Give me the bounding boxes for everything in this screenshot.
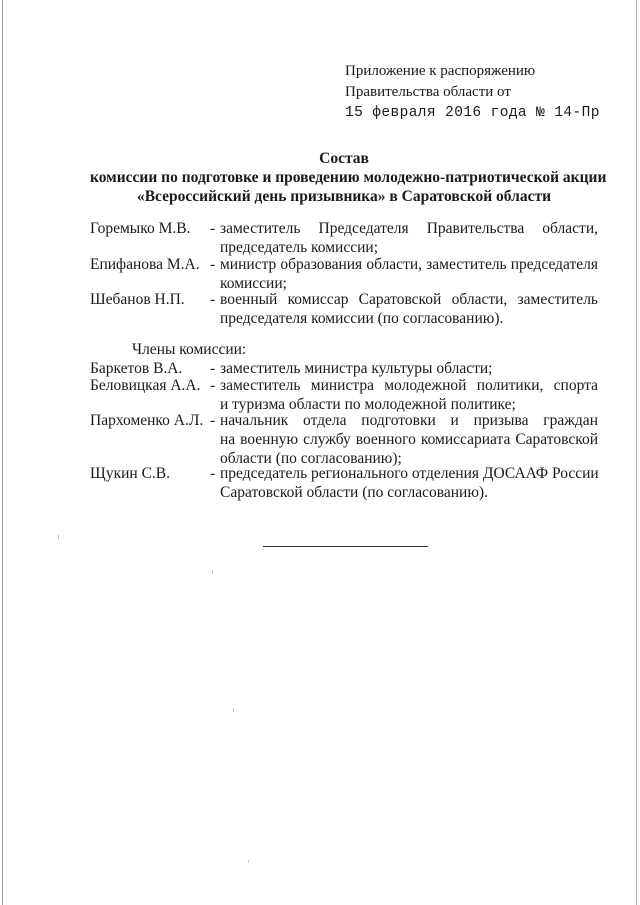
position-line: комиссии; [220, 275, 287, 292]
dash: - [210, 412, 216, 429]
title-line-2: комиссии по подготовке и проведению молодежно-патриотической акции [90, 169, 607, 186]
scan-edge-left [2, 0, 3, 905]
position-line: председатель комиссии; [220, 239, 379, 256]
position-line: заместитель министра культуры области; [220, 360, 493, 377]
end-of-document-rule [263, 546, 428, 547]
person-name: Шебанов Н.П. [90, 291, 185, 308]
position-line: военный комиссар Саратовской области, заместитель [220, 291, 598, 308]
position-line: председателя комиссии (по согласованию). [220, 310, 504, 327]
scan-edge-right [636, 0, 637, 905]
dash: - [210, 256, 216, 273]
person-name: Баркетов В.А. [90, 360, 183, 377]
document-title [90, 149, 607, 206]
scan-speck [212, 570, 213, 574]
position-line: и туризма области по молодежной политике; [220, 396, 516, 413]
position-line: председатель регионального отделения ДОСААФ России [220, 465, 599, 482]
position-line: начальник отдела подготовки и призыва граждан [220, 412, 598, 429]
person-name: Епифанова М.А. [90, 256, 200, 273]
person-position [220, 290, 598, 328]
position-line: министр образования области, заместитель председателя [220, 256, 598, 273]
person-name: Щукин С.В. [90, 465, 170, 482]
person-position [220, 411, 598, 468]
position-line: области (по согласованию); [220, 450, 402, 467]
person-position [220, 219, 598, 257]
scan-speck [233, 708, 234, 712]
appendix-line-1: Приложение к распоряжению [345, 63, 536, 79]
person-position [220, 376, 598, 414]
position-line: Саратовской области (по согласованию). [220, 484, 488, 501]
dash: - [210, 360, 216, 377]
dash: - [210, 377, 216, 394]
scan-speck [248, 860, 249, 863]
dash: - [210, 220, 216, 237]
person-name: Пархоменко А.Л. [90, 412, 204, 429]
title-line-1: Состав [319, 150, 369, 167]
person-position [220, 464, 598, 502]
dash: - [210, 465, 216, 482]
person-name: Горемыко М.В. [90, 220, 191, 237]
dash: - [210, 291, 216, 308]
appendix-reference [345, 61, 600, 124]
appendix-date-number: 15 февраля 2016 года № 14-Пр [345, 105, 600, 121]
appendix-line-2: Правительства области от [345, 84, 511, 100]
position-line: на военную службу военного комиссариата Саратовской [220, 431, 598, 448]
person-name: Беловицкая А.А. [90, 377, 201, 394]
position-line: заместитель Председателя Правительства области, [220, 220, 598, 237]
person-position [220, 255, 598, 293]
position-line: заместитель министра молодежной политики, спорта [220, 377, 598, 394]
title-line-3: «Всероссийский день призывника» в Саратовской области [136, 188, 552, 205]
scan-speck [58, 535, 59, 540]
members-heading: Члены комиссии: [132, 341, 247, 358]
